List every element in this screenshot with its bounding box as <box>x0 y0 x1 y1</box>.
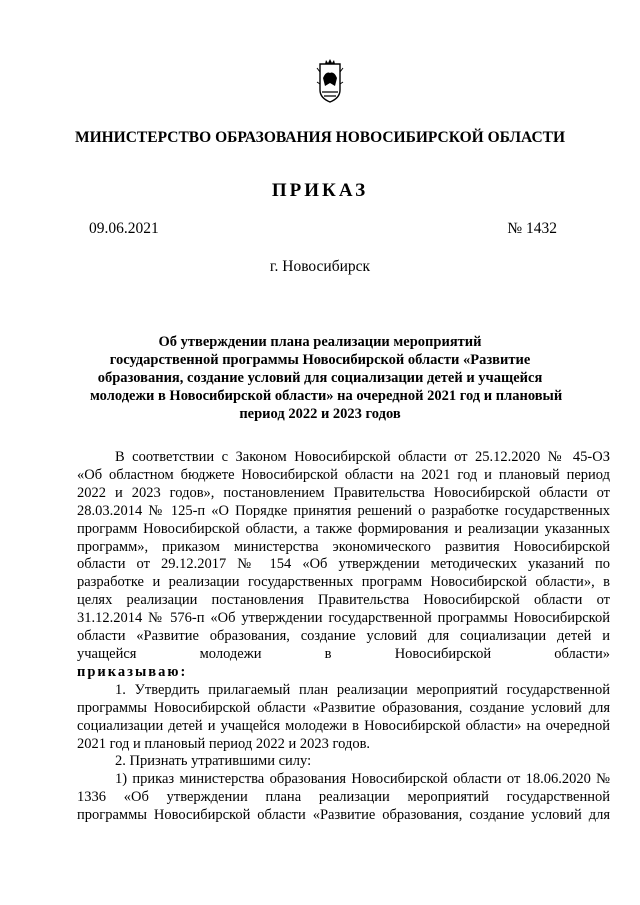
body-line: 1336 «Об утверждении плана реализации мероприятий государственной <box>77 789 610 806</box>
body-line: 1. Утвердить прилагаемый план реализации мероприятий государственной <box>115 681 610 698</box>
order-subject <box>90 333 563 423</box>
body-line: 31.12.2014 № 576-п «Об утверждении государственной программы Новосибирской <box>77 610 610 627</box>
body-line: «Об областном бюджете Новосибирской области на 2021 год и плановый период <box>77 466 610 483</box>
body-line: 28.03.2014 № 125-п «О Порядке принятия решений о разработке государственных <box>77 502 610 519</box>
body-line: 2022 и 2023 годов», постановлением Правительства Новосибирской области от <box>77 484 610 501</box>
body-line: 2021 год и плановый период 2022 и 2023 годов. <box>77 735 371 752</box>
order-city: г. Новосибирск <box>269 258 371 275</box>
body-line: области от 29.12.2017 № 154 «Об утверждении методических указаний по <box>77 556 610 573</box>
body-line: разработке и реализации государственных программ Новосибирской области», в <box>77 574 610 591</box>
ministry-name: МИНИСТЕРСТВО ОБРАЗОВАНИЯ НОВОСИБИРСКОЙ ОБЛАСТИ <box>74 129 566 146</box>
order-body <box>77 449 610 825</box>
body-line: учащейся молодежи в Новосибирской области» <box>77 645 610 662</box>
body-line: 1) приказ министерства образования Новосибирской области от 18.06.2020 № <box>115 771 610 788</box>
order-title: ПРИКАЗ <box>271 180 369 201</box>
subject-line: период 2022 и 2023 годов <box>239 406 401 422</box>
order-date: 09.06.2021 <box>89 220 159 237</box>
coat-of-arms-icon <box>314 58 346 104</box>
subject-line: молодежи в Новосибирской области» на очередной 2021 год и плановый <box>90 388 563 404</box>
body-line: 2. Признать утратившими силу: <box>115 753 312 770</box>
body-line: программ Новосибирской области, а также формирования и реализации указанных <box>77 520 610 537</box>
body-line: программ», приказом министерства экономического развития Новосибирской <box>77 538 610 555</box>
body-line: социализации детей и учащейся молодежи в Новосибирской области» на очередной <box>77 717 610 734</box>
body-line: области «Развитие образования, создание условий для социализации детей и <box>77 628 610 645</box>
body-line: целях реализации постановления Правительства Новосибирской области от <box>77 592 610 609</box>
body-line: программы Новосибирской области «Развитие образования, создание условий для <box>77 807 610 824</box>
order-directive: приказываю: <box>77 663 188 680</box>
subject-line: государственной программы Новосибирской области «Развитие <box>109 352 531 368</box>
subject-line: Об утверждении плана реализации мероприятий <box>158 334 482 350</box>
order-number: № 1432 <box>507 220 557 237</box>
body-line: программы Новосибирской области «Развитие образования, создание условий для <box>77 699 610 716</box>
subject-line: образования, создание условий для социализации детей и учащейся <box>97 370 543 386</box>
body-line: В соответствии с Законом Новосибирской области от 25.12.2020 № 45-ОЗ <box>115 449 610 465</box>
